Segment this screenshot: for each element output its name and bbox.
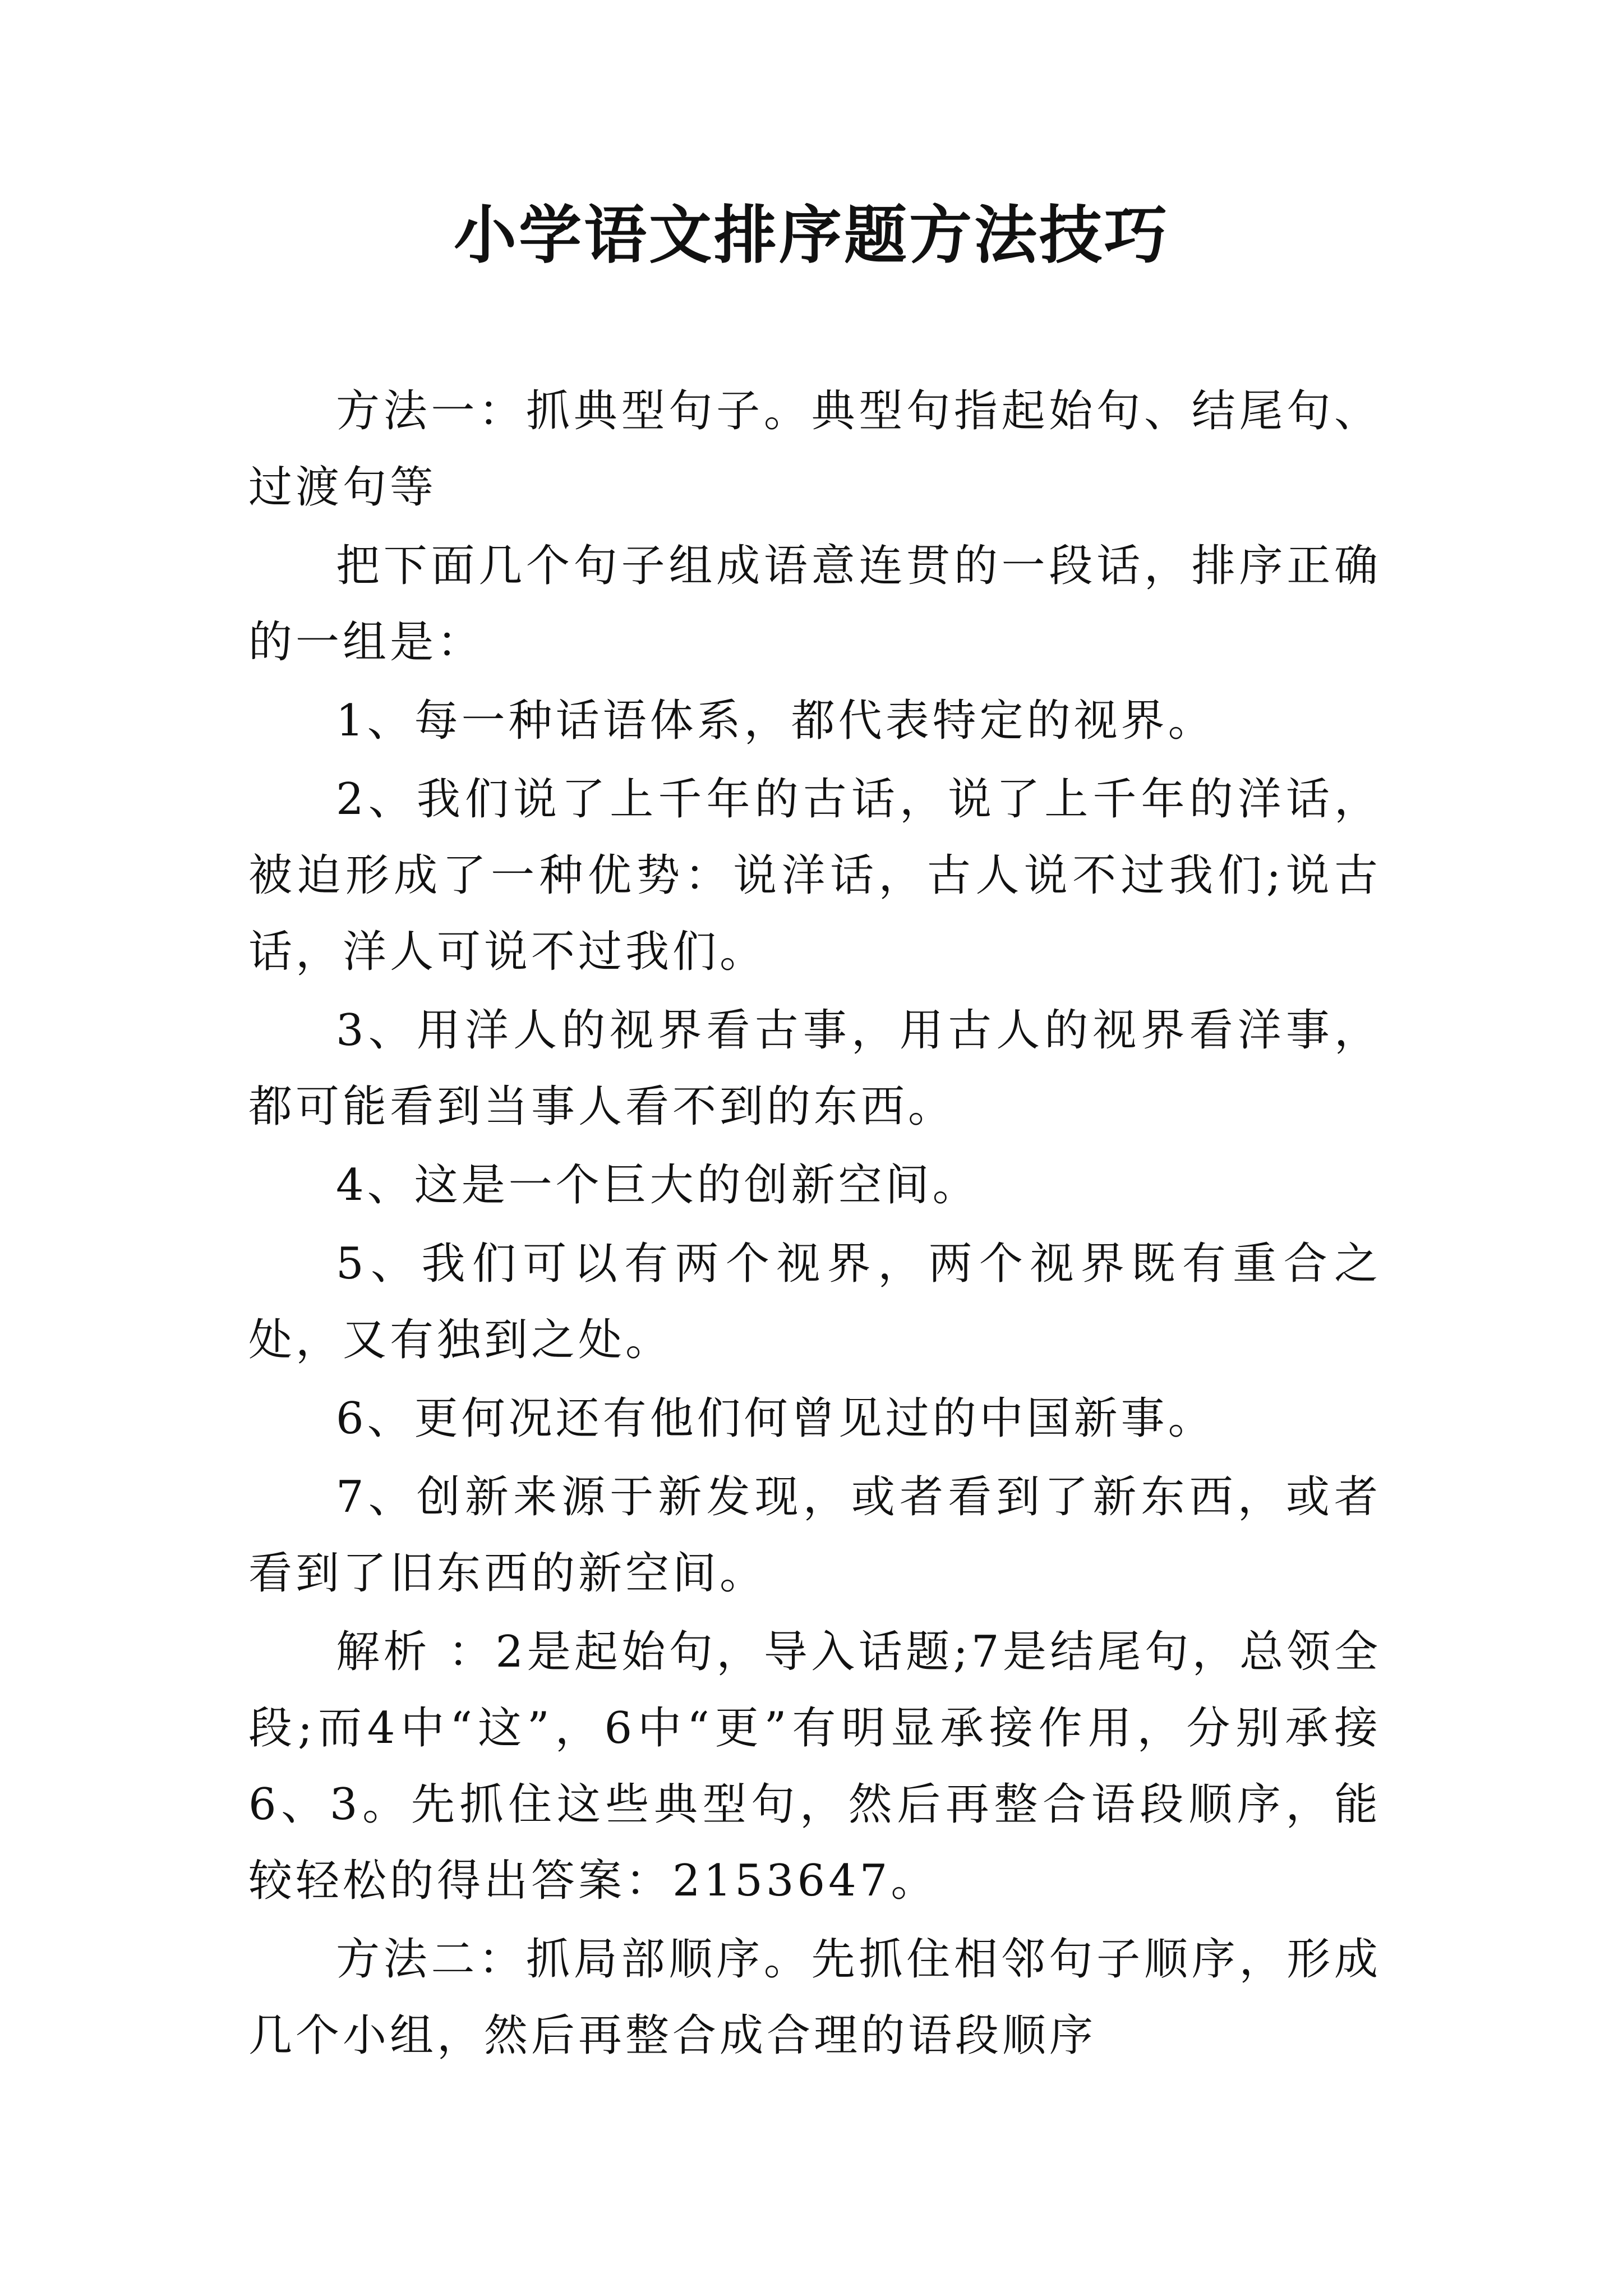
paragraph-question: 把下面几个句子组成语意连贯的一段话，排序正确的一组是： (248, 541, 1381, 668)
paragraph-sentence-2: 2、我们说了上千年的古话，说了上千年的洋话，被迫形成了一种优势：说洋话，古人说不过我们;说古话，洋人可说不过我们。 (248, 774, 1381, 977)
paragraph-sentence-4: 4、这是一个巨大的创新空间。 (336, 1160, 980, 1211)
paragraph-sentence-6: 6、更何况还有他们何曾见过的中国新事。 (336, 1393, 1215, 1444)
document-body (248, 373, 1381, 2076)
paragraph-sentence-1: 1、每一种话语体系，都代表特定的视界。 (336, 696, 1215, 746)
paragraph-sentence-5: 5、我们可以有两个视界，两个视界既有重合之处，又有独到之处。 (248, 1239, 1381, 1365)
paragraph-sentence-3: 3、用洋人的视界看古事，用古人的视界看洋事，都可能看到当事人看不到的东西。 (248, 1005, 1381, 1132)
document-title: 小学语文排序题方法技巧 (454, 199, 1169, 272)
paragraph-sentence-7: 7、创新来源于新发现，或者看到了新东西，或者看到了旧东西的新空间。 (248, 1472, 1381, 1599)
paragraph-method-one: 方法一：抓典型句子。典型句指起始句、结尾句、过渡句等 (248, 386, 1381, 513)
paragraph-analysis: 解析 ：2是起始句，导入话题;7是结尾句，总领全段;而4中“这”，6中“更”有明显承接作用，分别承接6、3。先抓住这些典型句，然后再整合语段顺序，能较轻松的得出答案：2153647。 (248, 1627, 1381, 1906)
paragraph-method-two: 方法二：抓局部顺序。先抓住相邻句子顺序，形成几个小组，然后再整合成合理的语段顺序 (248, 1934, 1381, 2061)
